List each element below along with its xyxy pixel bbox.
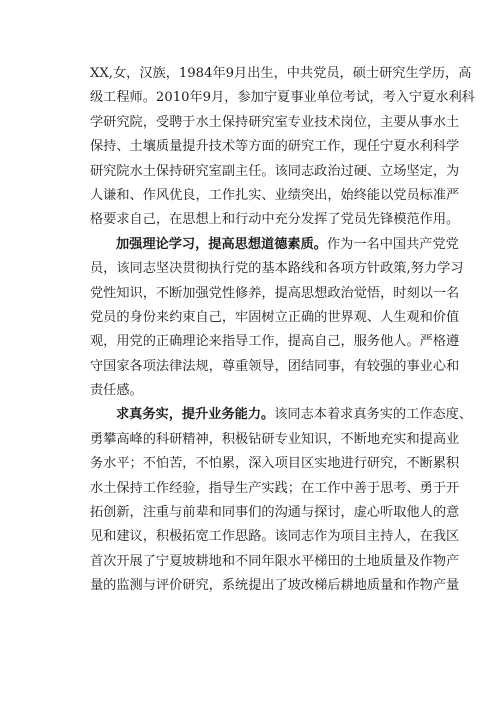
paragraph-first-line	[90, 233, 459, 257]
paragraph-first-line	[90, 403, 473, 427]
text-line: 党性知识，不断加强党性修养，提高思想政治觉悟，时刻以一名	[90, 285, 460, 301]
text-line: 勇攀高峰的科研精神，积极钻研专业知识，不断地充实和提高业	[90, 431, 460, 447]
text-line: 党员的身份来约束自己，牢固树立正确的世界观、人生观和价值	[90, 309, 460, 325]
text-line: 保持、土壤质量提升技术等方面的研究工作，现任宁夏水利科学	[90, 139, 460, 155]
text-line: 观，用党的正确理论来指导工作，提高自己，服务他人。严格遵	[90, 334, 460, 350]
text-line: 量的监测与评价研究，系统提出了坡改梯后耕地质量和作物产量	[90, 578, 460, 594]
document-body	[90, 62, 475, 599]
paragraph-first-line-text: 作为一名中国共产党党	[327, 236, 459, 252]
paragraph-practice	[90, 403, 473, 598]
text-line: 责任感。	[90, 383, 143, 399]
text-line: 格要求自己，在思想上和行动中充分发挥了党员先锋模范作用。	[90, 212, 460, 228]
text-line: 水土保持工作经验，指导生产实践；在工作中善于思考、勇于开	[90, 480, 460, 496]
text-line: 研究院水土保持研究室副主任。该同志政治过硬、立场坚定，为	[90, 163, 460, 179]
text-line: 人谦和、作风优良，工作扎实、业绩突出，始终能以党员标准严	[90, 187, 460, 203]
text-line: 学研究院，受聘于水土保持研究室专业技术岗位，主要从事水土	[90, 114, 460, 130]
text-line: 员，该同志坚决贯彻执行党的基本路线和各项方针政策,努力学习	[90, 261, 464, 277]
paragraph-first-line-text: 该同志本着求真务实的工作态度、	[274, 407, 473, 423]
text-line: 见和建议，积极拓宽工作思路。该同志作为项目主持人，在我区	[90, 529, 460, 545]
paragraph-heading: 加强理论学习，提高思想道德素质。	[116, 236, 327, 252]
paragraph-theory	[90, 233, 464, 404]
text-line: 守国家各项法律法规，尊重领导，团结同事，有较强的事业心和	[90, 358, 460, 374]
paragraph-intro	[90, 62, 475, 233]
text-line: 务水平；不怕苦，不怕累，深入项目区实地进行研究，不断累积	[90, 456, 460, 472]
text-line: 级工程师。2010年9月，参加宁夏事业单位考试，考入宁夏水利科	[90, 90, 475, 106]
text-line: 首次开展了宁夏坡耕地和不同年限水平梯田的土地质量及作物产	[90, 553, 460, 569]
text-line: 拓创新，注重与前辈和同事们的沟通与探讨，虚心听取他人的意	[90, 505, 460, 521]
text-line: XX,女，汉族，1984年9月出生，中共党员，硕士研究生学历，高	[90, 66, 472, 81]
paragraph-heading: 求真务实，提升业务能力。	[116, 407, 275, 423]
